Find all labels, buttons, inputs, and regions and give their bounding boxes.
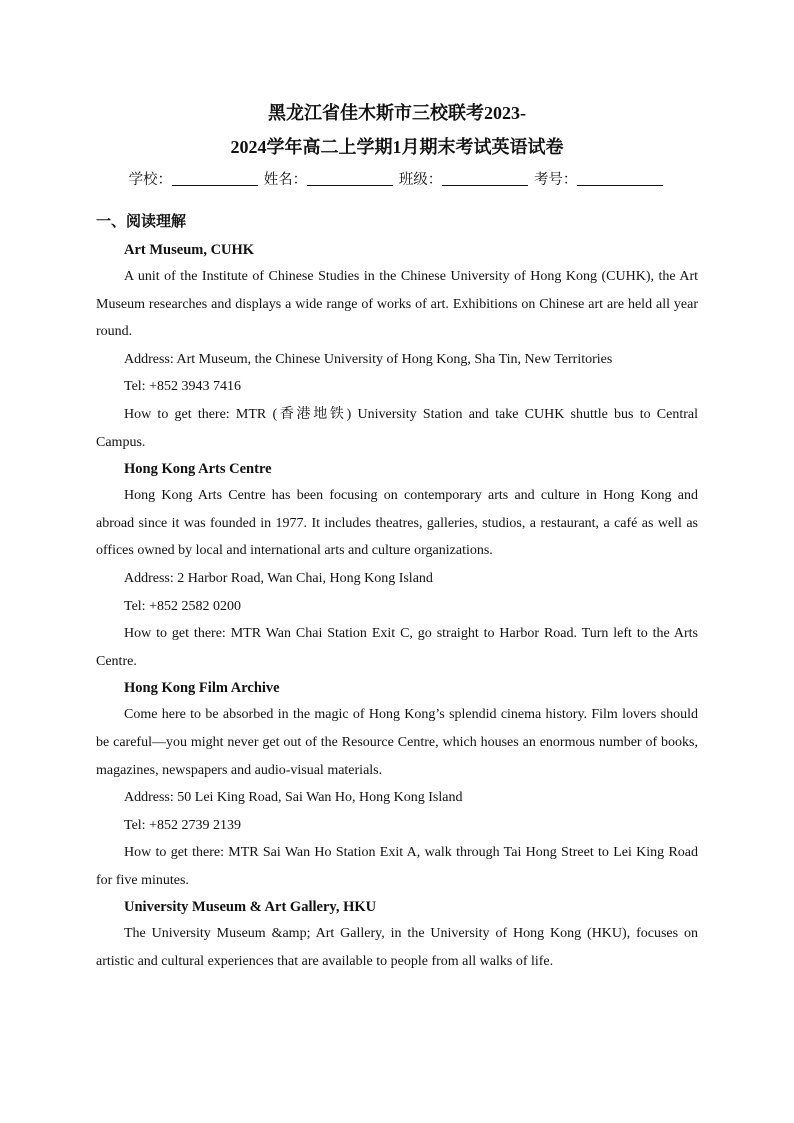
- entry-directions: How to get there: MTR Wan Chai Station Exit C, go straight to Harbor Road. Turn left to the Arts Centre.: [96, 626, 698, 669]
- entry-heading: Hong Kong Arts Centre: [124, 461, 272, 478]
- school-blank[interactable]: [172, 171, 258, 186]
- class-blank[interactable]: [442, 171, 528, 186]
- entry-hong-kong-arts-centre: [96, 456, 698, 675]
- entry-tel: Tel: +852 3943 7416: [124, 379, 241, 395]
- entry-art-museum-cuhk: [96, 237, 698, 456]
- title-line-2: 2024学年高二上学期1月期末考试英语试卷: [230, 137, 564, 157]
- section-title: 一、阅读理解: [96, 214, 187, 230]
- number-label: 考号：: [533, 172, 578, 188]
- entry-address: Address: 2 Harbor Road, Wan Chai, Hong Kong Island: [124, 570, 433, 586]
- entry-description: Hong Kong Arts Centre has been focusing on contemporary arts and culture in Hong Kong and abroad since it was founded in 1977. It includes theatres, galleries, studios, a restaurant, a café as well as offices owned by local and international arts and culture organizations.: [96, 488, 698, 559]
- student-info-row: [96, 168, 698, 189]
- entry-directions: How to get there: MTR Sai Wan Ho Station Exit A, walk through Tai Hong Street to Lei King Road for five minutes.: [96, 845, 698, 888]
- school-label: 学校：: [128, 172, 173, 188]
- title-line-1: 黑龙江省佳木斯市三校联考2023-: [268, 103, 526, 123]
- entry-address: Address: 50 Lei King Road, Sai Wan Ho, Hong Kong Island: [124, 790, 463, 806]
- entry-address: Address: Art Museum, the Chinese University of Hong Kong, Sha Tin, New Territories: [124, 351, 613, 367]
- entry-heading: Art Museum, CUHK: [124, 242, 255, 258]
- entry-description: The University Museum &amp; Art Gallery, in the University of Hong Kong (HKU), focuses on artistic and cultural experiences that are available to people from all walks of life.: [96, 926, 698, 970]
- entry-description: Come here to be absorbed in the magic of Hong Kong’s splendid cinema history. Film lovers should be careful—you might never get out of the Resource Centre, which houses an enormous number of books, magazines, newspapers and audio-visual materials.: [96, 707, 698, 778]
- entry-heading: University Museum & Art Gallery, HKU: [124, 899, 377, 916]
- number-blank[interactable]: [577, 171, 663, 186]
- class-label: 班级：: [398, 172, 443, 188]
- entry-heading: Hong Kong Film Archive: [124, 680, 280, 697]
- entry-university-museum-hku: [96, 894, 698, 975]
- entry-tel: Tel: +852 2582 0200: [124, 598, 241, 614]
- entry-tel: Tel: +852 2739 2139: [124, 817, 241, 833]
- entry-hong-kong-film-archive: [96, 675, 698, 894]
- entry-directions: How to get there: MTR (香港地铁) University Station and take CUHK shuttle bus to Central Campus.: [96, 406, 698, 450]
- document-page: [96, 96, 698, 976]
- name-blank[interactable]: [307, 171, 393, 186]
- document-title: [96, 96, 698, 164]
- name-label: 姓名：: [263, 172, 308, 188]
- entry-description: A unit of the Institute of Chinese Studies in the Chinese University of Hong Kong (CUHK), the Art Museum researches and displays a wide range of works of art. Exhibitions on Chinese art are held all year round.: [96, 269, 698, 340]
